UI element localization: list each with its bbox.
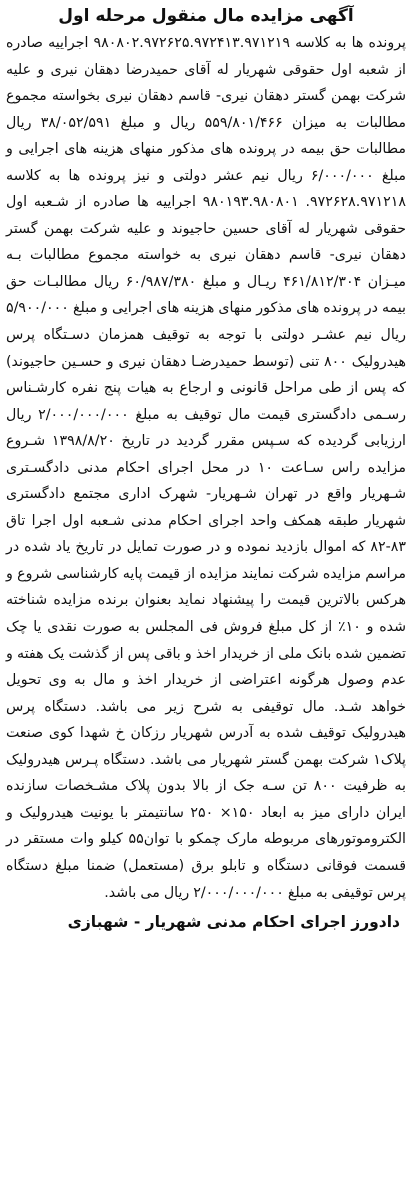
notice-body: پرونده ها به کلاسه ۹۸۰۸۰۲.۹۷۲۶۲۵.۹۷۲۴۱۳.۹۷۱۲۱۹ اجراییه صادره از شعبه اول حقوقی شهریار له آقای حمیدرضا دهقان نیری و علیه شرکت بهمن گستر دهقان نیری- قاسم دهقان نیری بخواسته مجموع مطالبات به میزان ۵۵۹/۸۰۱/۴۶۶ ریال و مبلغ ۳۸/۰۵۲/۵۹۱ ریال مطالبات حق بیمه در پرونده های مذکور منهای هزینه های اجرایی و مبلغ ۶/۰۰۰/۰۰۰ ریال نیم عشر دولتی و نیز پرونده ها به کلاسه ۹۷۲۶۲۸.۹۷۱۲۱۸. ۹۸۰۱۹۳.۹۸۰۸۰۱ اجراییه ها صادره از شـعبه اول حقوقی شهریار له آقای حسین حاجیوند و علیه شرکت بهمن گستر دهقان نیری- قاسم دهقان نیری به خواسته مجموع مطالبات بـه میـزان ۴۶۱/۸۱۲/۳۰۴ ریـال و مبلغ ۶۰/۹۸۷/۳۸۰ ریال مطالبـات حق بیمه در پرونده های مذکور منهای هزینه های اجرایی و مبلغ ۵/۹۰۰/۰۰۰ ریال نیم عشـر دولتی با توجه به توقیف همزمان دسـتگاه پرس هیدرولیک ۸۰۰ تنی (توسط حمیدرضـا دهقان نیری و حسـین حاجیوند) که پس از طی مراحل قانونی و ارجاع به هیات پنج نفره کارشـناس رسـمی دادگستری قیمت مال توقیف به مبلغ ۲/۰۰۰/۰۰۰/۰۰۰ ریال ارزیابی گردیده که سـپس مقرر گردید در تاریخ ۱۳۹۸/۸/۲۰ شـروع مزایده راس سـاعت ۱۰ در محل اجرای احکام مدنی دادگسـتری شـهریار واقع در تهران شـهریار- شهرک اداری مجتمع دادگستری شهریار طبقه همکف واحد اجرای احکام مدنی شـعبه اول اجرا تاق ۸۳-۸۲ که اموال بازدید نموده و در صورت تمایل در تاریخ یاد شده در مراسم مزایده شرکت نمایند مزایده از قیمت پایه کارشناسی شروع و هرکس بالاترین قیمت را پیشنهاد نماید بعنوان برنده مزایده شناخته شده و ۱۰٪ از کل مبلغ فروش فی المجلس به صورت نقدی یا چک تضمین شده بانک ملی از خریدار اخذ و باقی پس از گذشت یک هفته و عدم وصول هرگونه اعتراضی از خریدار اخذ و مال به وی تحویل خواهد شـد. مال توقیفی به شرح زیر می باشد. دستگاه پرس هیدرولیک توقیف شده به آدرس شهریار رزکان خ شهدا کوی صنعت پلاک۱ شرکت بهمن گستر شهریار می باشد. دستگاه پـرس هیدرولیک به ظرفیت ۸۰۰ تن سـه جک از بالا بدون پلاک مشـخصات سازنده ایران دارای میز به ابعاد ۱۵۰× ۲۵۰ سانتیمتر با یونیت هیدرولیک و الکتروموتورهای مربوطه مارک چمکو با توان۵۵ کیلو وات مستقر در قسمت فوقانی دستگاه و تابلو برق (مستعمل) ضمنا مبلغ دستگاه پرس توقیفی به مبلغ ۲/۰۰۰/۰۰۰/۰۰۰ ریال می باشد.	[6, 35, 407, 901]
notice-title: آگهی مزایده مال منقول مرحله اول	[58, 6, 354, 26]
notice-signature: دادورز اجرای احکام مدنی شهریار - شهبازی	[67, 913, 400, 932]
